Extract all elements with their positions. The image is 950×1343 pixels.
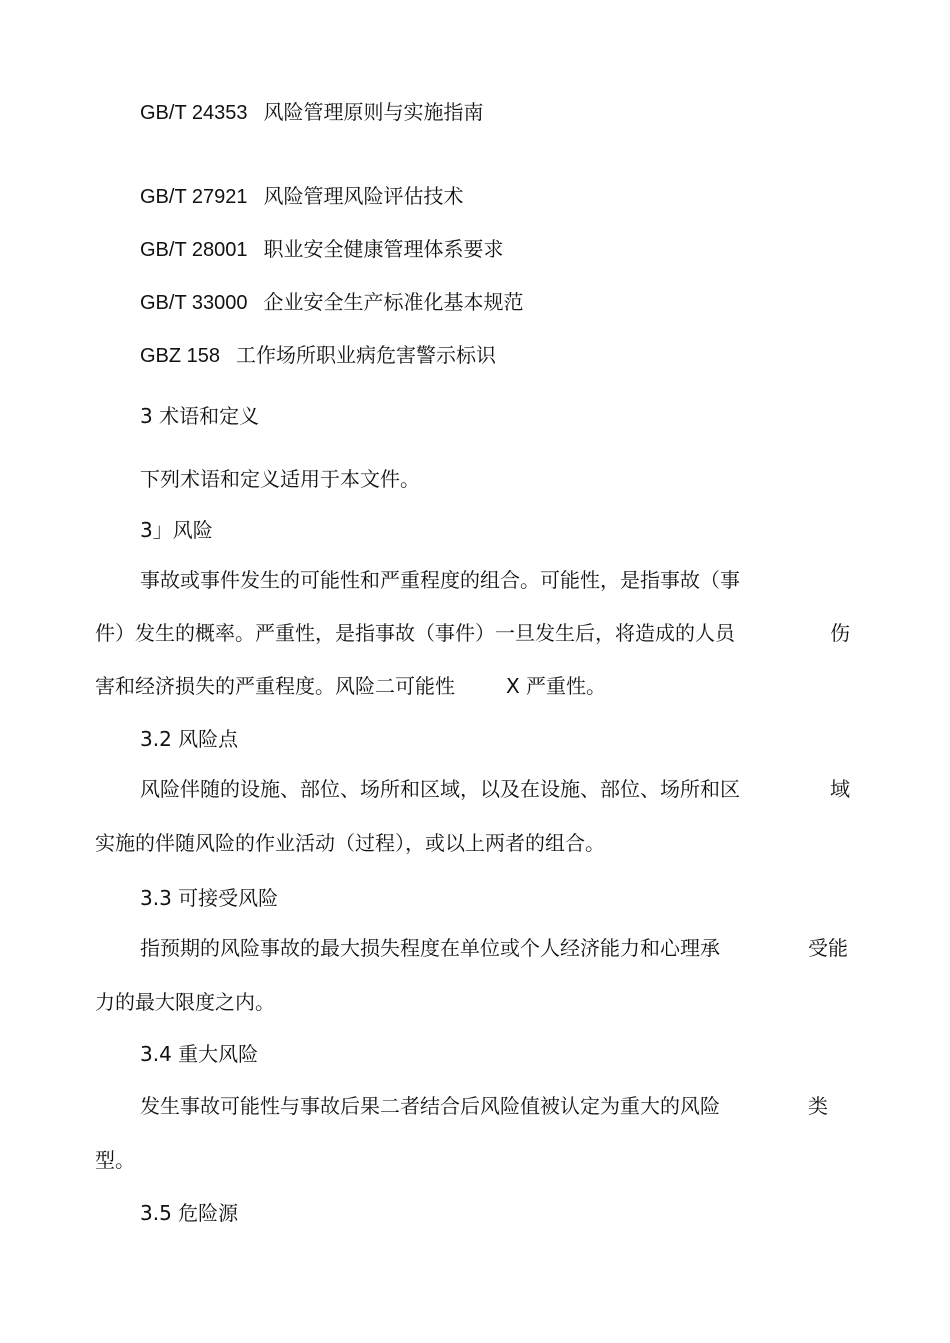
reference-item [140,237,503,262]
term-definition-line: 发生事故可能性与事故后果二者结合后风险值被认定为重大的风险 [140,1094,720,1118]
term-definition-line: 指预期的风险事故的最大损失程度在单位或个人经济能力和心理承 [140,936,720,960]
reference-code: GB/T 24353 [140,102,248,124]
term-definition-tail: X 严重性。 [506,674,607,698]
section-heading: 3 术语和定义 [140,404,260,428]
term-definition-tail: 受能 [808,936,848,960]
reference-code: GB/T 33000 [140,292,248,314]
reference-title: 风险管理风险评估技术 [263,184,464,208]
term-heading: 3.5 危险源 [140,1201,239,1225]
term-heading: 3」风险 [140,518,213,542]
reference-code: GBZ 158 [140,345,221,367]
term-definition-line: 型。 [95,1148,135,1172]
term-definition-line: 风险伴随的设施、部位、场所和区域，以及在设施、部位、场所和区 [140,777,740,801]
reference-title: 职业安全健康管理体系要求 [263,237,504,261]
term-heading: 3.3 可接受风险 [140,886,279,910]
reference-code: GB/T 27921 [140,186,248,208]
term-definition-tail: 域 [830,777,850,801]
term-definition-line: 实施的伴随风险的作业活动（过程），或以上两者的组合。 [95,831,605,855]
term-definition-line: 害和经济损失的严重程度。风险二可能性 [95,674,455,698]
term-definition-line: 件）发生的概率。严重性，是指事故（事件）一旦发生后，将造成的人员 [95,621,735,645]
reference-code: GB/T 28001 [140,239,248,261]
reference-item [140,343,496,368]
reference-item [140,184,463,209]
term-definition-tail: 类 [808,1094,828,1118]
term-heading: 3.2 风险点 [140,727,239,751]
reference-title: 工作场所职业病危害警示标识 [236,343,497,367]
term-definition-line: 事故或事件发生的可能性和严重程度的组合。可能性，是指事故（事 [140,568,740,592]
term-definition-line: 力的最大限度之内。 [95,990,275,1014]
reference-title: 风险管理原则与实施指南 [263,100,484,124]
reference-title: 企业安全生产标准化基本规范 [263,290,524,314]
term-heading: 3.4 重大风险 [140,1042,259,1066]
term-definition-tail: 伤 [830,621,850,645]
reference-item [140,290,523,315]
reference-item [140,100,483,125]
section-intro: 下列术语和定义适用于本文件。 [140,467,420,491]
